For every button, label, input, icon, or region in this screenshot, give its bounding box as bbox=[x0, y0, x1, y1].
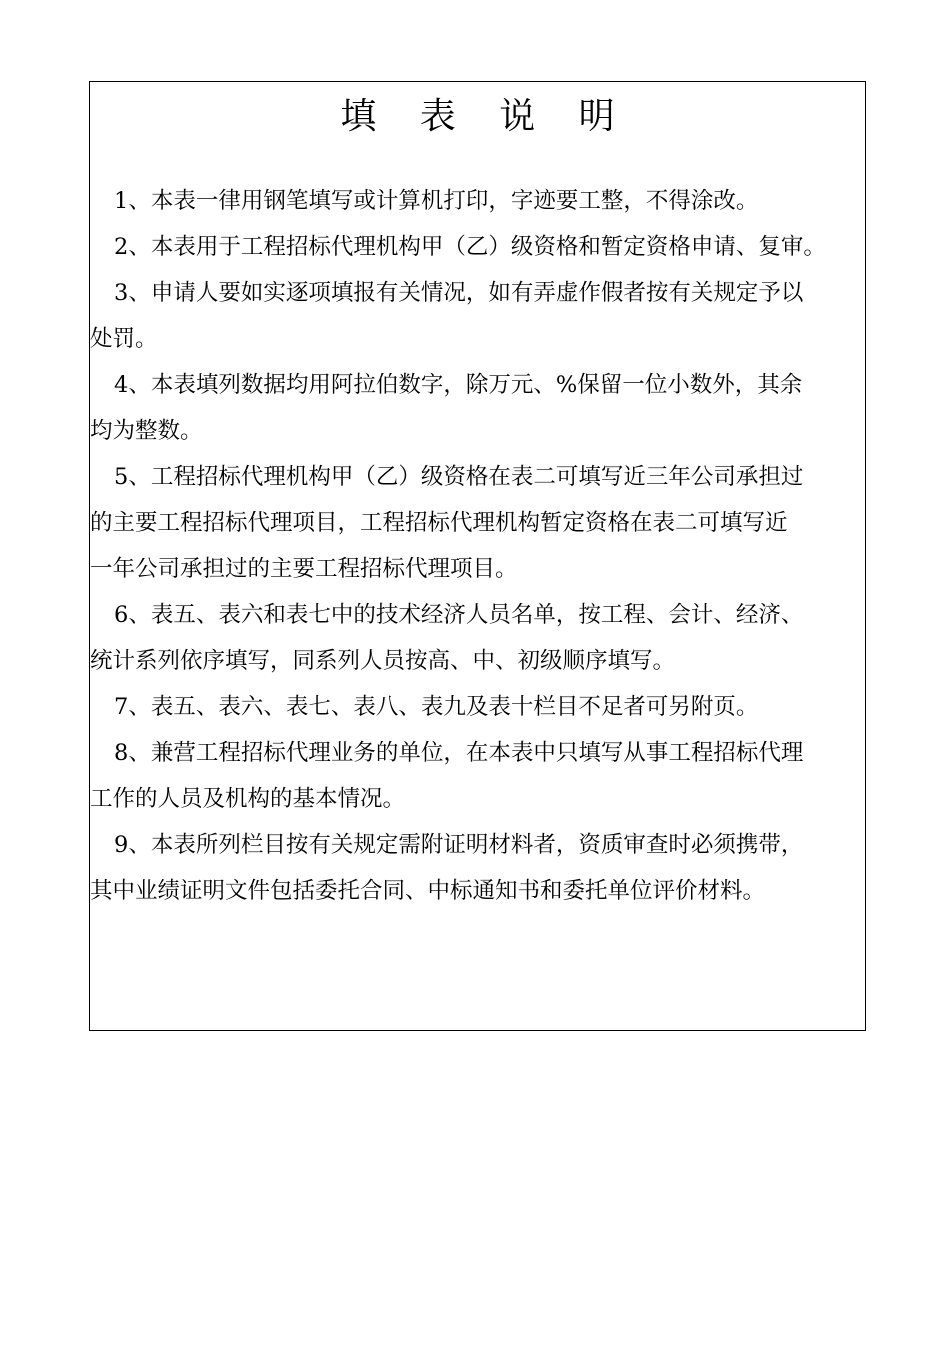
instruction-item-3 bbox=[90, 270, 867, 362]
instruction-line: 4、本表填列数据均用阿拉伯数字，除万元、%保留一位小数外，其余 bbox=[114, 372, 803, 398]
instruction-line: 均为整数。 bbox=[90, 418, 203, 444]
instruction-line: 其中业绩证明文件包括委托合同、中标通知书和委托单位评价材料。 bbox=[90, 878, 766, 904]
instruction-line: 2、本表用于工程招标代理机构甲（乙）级资格和暂定资格申请、复审。 bbox=[114, 234, 826, 260]
page-title: 填 表 说 明 bbox=[340, 96, 631, 137]
instruction-item-6 bbox=[90, 592, 867, 684]
instruction-line: 1、本表一律用钢笔填写或计算机打印，字迹要工整，不得涂改。 bbox=[114, 188, 759, 214]
instruction-item-2 bbox=[90, 224, 867, 270]
instruction-line: 8、兼营工程招标代理业务的单位，在本表中只填写从事工程招标代理 bbox=[114, 740, 804, 766]
instruction-item-7 bbox=[90, 684, 867, 730]
instruction-item-4 bbox=[90, 362, 867, 454]
instruction-line: 7、表五、表六、表七、表八、表九及表十栏目不足者可另附页。 bbox=[114, 694, 759, 720]
instruction-item-9 bbox=[90, 822, 867, 914]
instruction-item-5 bbox=[90, 454, 867, 592]
instruction-line: 工作的人员及机构的基本情况。 bbox=[90, 786, 406, 812]
instruction-line: 的主要工程招标代理项目，工程招标代理机构暂定资格在表二可填写近 bbox=[90, 510, 788, 536]
instruction-line: 5、工程招标代理机构甲（乙）级资格在表二可填写近三年公司承担过 bbox=[114, 464, 804, 490]
instructions-frame bbox=[89, 81, 866, 1031]
instruction-line: 统计系列依序填写，同系列人员按高、中、初级顺序填写。 bbox=[90, 648, 676, 674]
instruction-line: 处罚。 bbox=[90, 326, 158, 352]
instruction-item-8 bbox=[90, 730, 867, 822]
instruction-line: 6、表五、表六和表七中的技术经济人员名单，按工程、会计、经济、 bbox=[114, 602, 804, 628]
instruction-item-1 bbox=[90, 178, 867, 224]
instruction-line: 一年公司承担过的主要工程招标代理项目。 bbox=[90, 556, 518, 582]
instructions-list bbox=[90, 178, 867, 914]
instruction-line: 9、本表所列栏目按有关规定需附证明材料者，资质审查时必须携带， bbox=[114, 832, 804, 858]
instruction-line: 3、申请人要如实逐项填报有关情况，如有弄虚作假者按有关规定予以 bbox=[114, 280, 804, 306]
